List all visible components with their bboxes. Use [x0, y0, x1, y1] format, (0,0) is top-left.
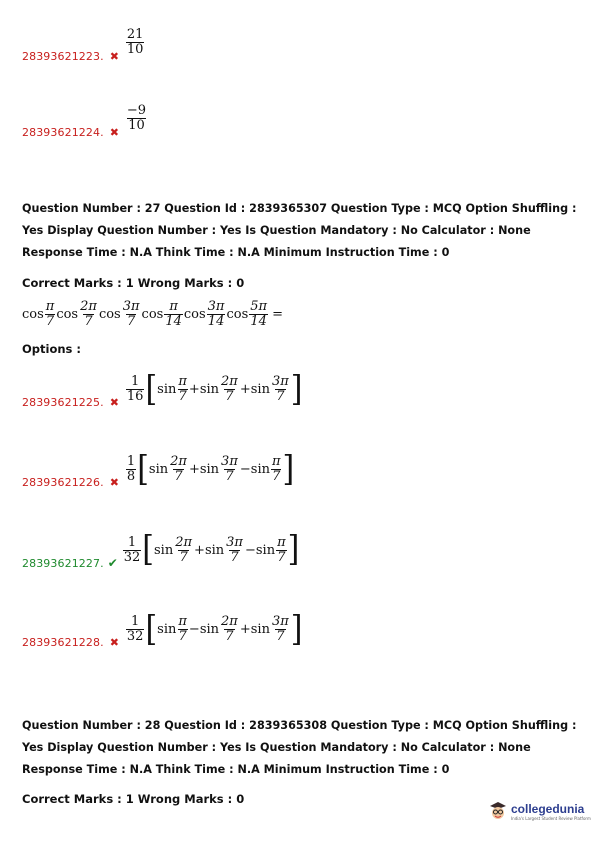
option-id: 28393621226. — [22, 476, 104, 489]
option-id: 28393621223. — [22, 50, 104, 63]
option-expression: $\frac{1}{16}$ [ sin $\frac{\pi}{7}$ + sin $\frac{2\pi}{7}$ + sin $\frac{3\pi}{7}$ ] — [126, 368, 303, 410]
option-expression: $\frac{1}{8}$ [ sin $\frac{2\pi}{7}$ + sin $\frac{3\pi}{7}$ − sin $\frac{\pi}{7}$ ] — [126, 448, 295, 490]
cos-fn: cos — [22, 307, 44, 322]
option-1[interactable] — [22, 370, 303, 409]
question-28-header: Question Number : 28 Question Id : 2839365308 Question Type : MCQ Option Shuffling : Yes Display Question Number : Yes Is Question Mandatory : No Calculator : None Response Time : N.A Think Time : N.A Minimum Instruction Time : 0 — [22, 719, 577, 776]
wrong-mark-icon: ✖ — [109, 50, 119, 63]
option-id: 28393621227. — [22, 556, 104, 570]
prev-option-1[interactable] — [22, 22, 145, 63]
options-label: Options : — [22, 342, 81, 356]
fraction: $\frac{\pi}{7}$ — [45, 299, 55, 329]
fraction: $\frac{3\pi}{14}$ — [207, 299, 225, 329]
option-expression: $\frac{1}{32}$ [ sin $\frac{\pi}{7}$ − sin $\frac{2\pi}{7}$ + sin $\frac{3\pi}{7}$ ] — [126, 608, 303, 650]
correct-mark-icon: ✔ — [107, 556, 118, 570]
option-3[interactable] — [22, 530, 299, 570]
question-27-expression — [22, 300, 283, 329]
cos-fn: cos — [141, 307, 164, 322]
fraction: $\frac{\pi}{14}$ — [165, 299, 182, 329]
cos-fn: cos — [56, 307, 79, 322]
wrong-mark-icon: ✖ — [109, 636, 119, 649]
prev-option-2[interactable] — [22, 98, 148, 139]
option-fraction: $\frac{21}{10}$ — [126, 27, 144, 57]
cos-fn: cos — [98, 307, 121, 322]
option-expression: $\frac{1}{32}$ [ sin $\frac{2\pi}{7}$ + sin $\frac{3\pi}{7}$ − sin $\frac{\pi}{7}$ ] — [123, 529, 300, 570]
option-id: 28393621228. — [22, 636, 104, 649]
collegedunia-logo — [487, 800, 591, 822]
fraction: $\frac{3\pi}{7}$ — [122, 299, 140, 329]
option-id: 28393621225. — [22, 396, 104, 409]
logo-tagline: India's Largest Student Review Platform — [511, 815, 591, 821]
option-id: 28393621224. — [22, 126, 104, 139]
wrong-mark-icon: ✖ — [109, 396, 119, 409]
fraction: $\frac{2\pi}{7}$ — [80, 299, 97, 329]
wrong-mark-icon: ✖ — [109, 476, 119, 489]
question-27-marks: Correct Marks : 1 Wrong Marks : 0 — [22, 276, 245, 290]
cos-fn: cos — [183, 307, 206, 322]
cos-fn: cos — [226, 307, 249, 322]
option-4[interactable] — [22, 610, 303, 649]
question-28-marks: Correct Marks : 1 Wrong Marks : 0 — [22, 792, 245, 806]
equals-sign: = — [272, 307, 283, 322]
option-2[interactable] — [22, 450, 294, 489]
mascot-icon — [487, 800, 509, 822]
logo-text: collegedunia — [511, 801, 585, 816]
question-27-header: Question Number : 27 Question Id : 2839365307 Question Type : MCQ Option Shuffling : Yes Display Question Number : Yes Is Question Mandatory : No Calculator : None Response Time : N.A Think Time : N.A Minimum Instruction Time : 0 — [22, 202, 577, 259]
wrong-mark-icon: ✖ — [109, 126, 119, 139]
fraction: $\frac{5\pi}{14}$ — [250, 299, 268, 329]
option-fraction: $\frac{-9}{10}$ — [126, 103, 147, 133]
